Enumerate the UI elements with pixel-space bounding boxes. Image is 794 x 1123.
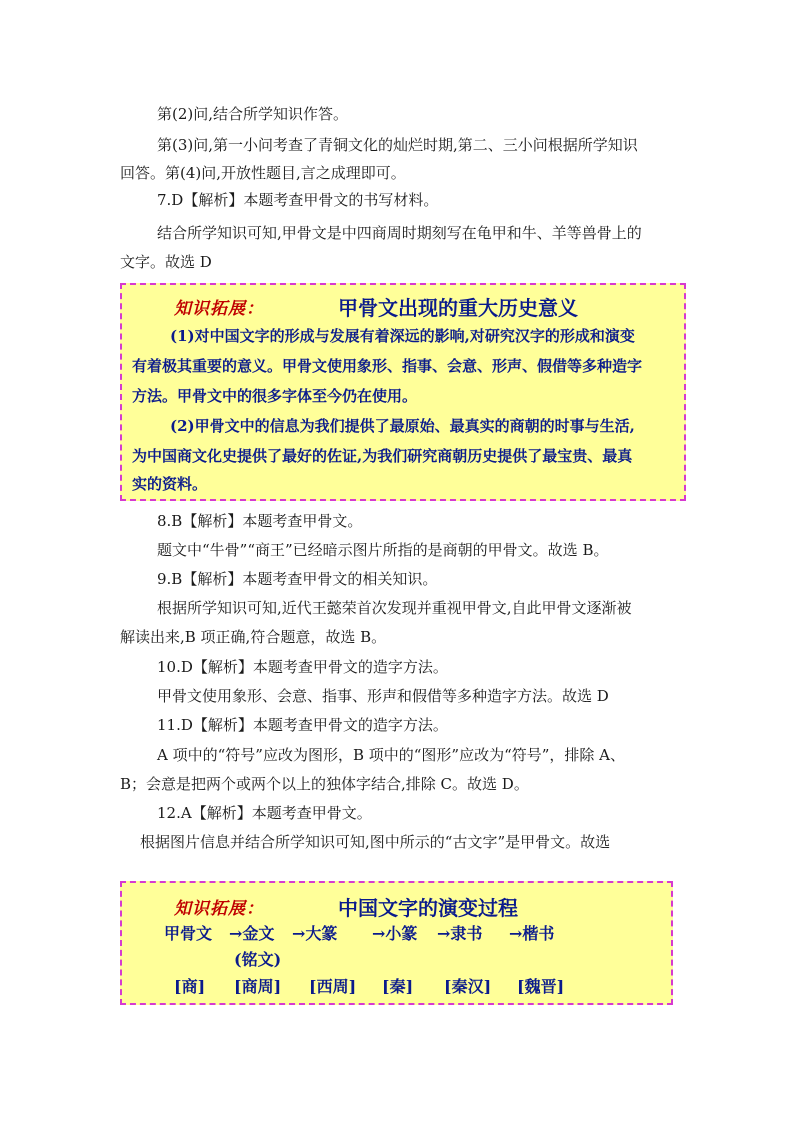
script-stage: →隶书 [437, 924, 483, 943]
script-stage: →楷书 [509, 924, 555, 943]
box-line: 实的资料。 [132, 475, 208, 493]
text-line: 根据所学知识可知,近代王懿荣首次发现并重视甲骨文,自此甲骨文逐渐被 [157, 599, 632, 617]
text-line: 根据图片信息并结合所学知识可知,图中所示的“古文字”是甲骨文。故选 [140, 833, 611, 851]
text-line: 10.D【解析】本题考查甲骨文的造字方法。 [157, 658, 448, 676]
text-line: 题文中“牛骨”“商王”已经暗示图片所指的是商朝的甲骨文。故选 B。 [157, 541, 609, 559]
text-line: 12.A【解析】本题考查甲骨文。 [157, 804, 372, 822]
box-tag: 知识拓展： [174, 299, 264, 319]
box-line: 有着极其重要的意义。甲骨文使用象形、指事、会意、形声、假借等多种造字 [132, 357, 643, 375]
text-line: B；会意是把两个或两个以上的独体字结合,排除 C。故选 D。 [120, 775, 529, 793]
text-line: 文字。故选 D [120, 253, 212, 271]
era-label: [秦汉] [444, 977, 492, 996]
script-stage: →金文 [229, 924, 275, 943]
text-line: A 项中的“符号”应改为图形，B 项中的“图形”应改为“符号”，排除 A、 [157, 746, 626, 764]
era-label: [西周] [309, 977, 357, 996]
box-line: 方法。甲骨文中的很多字体至今仍在使用。 [132, 387, 418, 405]
text-line: 甲骨文使用象形、会意、指事、形声和假借等多种造字方法。故选 D [157, 687, 609, 705]
box-title-text: 中国文字的演变过程 [338, 896, 518, 920]
text-line: 11.D【解析】本题考查甲骨文的造字方法。 [157, 716, 448, 734]
box-header [174, 294, 264, 319]
knowledge-box-evolution [120, 881, 673, 1005]
box-line: (1)对中国文字的形成与发展有着深远的影响,对研究汉字的形成和演变 [170, 327, 635, 345]
script-note: (铭文) [234, 950, 282, 969]
era-label: [秦] [382, 977, 414, 996]
box-tag: 知识拓展： [174, 899, 264, 919]
box-title [338, 892, 518, 921]
box-line: 为中国商文化史提供了最好的佐证,为我们研究商朝历史提供了最宝贵、最真 [132, 447, 633, 465]
script-stage: →小篆 [372, 924, 418, 943]
text-line: 第(2)问,结合所学知识作答。 [157, 105, 349, 123]
text-line: 8.B【解析】本题考查甲骨文。 [157, 512, 363, 530]
era-label: [商周] [234, 977, 282, 996]
era-label: [魏晋] [517, 977, 565, 996]
text-line: 9.B【解析】本题考查甲骨文的相关知识。 [157, 570, 438, 588]
text-line: 结合所学知识可知,甲骨文是中四商周时期刻写在龟甲和牛、羊等兽骨上的 [157, 224, 642, 242]
text-line: 7.D【解析】本题考查甲骨文的书写材料。 [157, 191, 439, 209]
box-title-text: 甲骨文出现的重大历史意义 [338, 296, 578, 320]
box-line: (2)甲骨文中的信息为我们提供了最原始、最真实的商朝的时事与生活, [170, 417, 635, 435]
era-label: [商] [174, 977, 206, 996]
box-header [174, 894, 264, 919]
script-stage: →大篆 [292, 924, 338, 943]
box-title [338, 292, 578, 321]
text-line: 回答。第(4)问,开放性题目,言之成理即可。 [120, 164, 406, 182]
text-line: 第(3)问,第一小问考查了青铜文化的灿烂时期,第二、三小问根据所学知识 [157, 136, 638, 154]
text-line: 解读出来,B 项正确,符合题意，故选 B。 [120, 628, 387, 646]
knowledge-box-significance [120, 283, 686, 501]
script-stage: 甲骨文 [164, 924, 213, 943]
